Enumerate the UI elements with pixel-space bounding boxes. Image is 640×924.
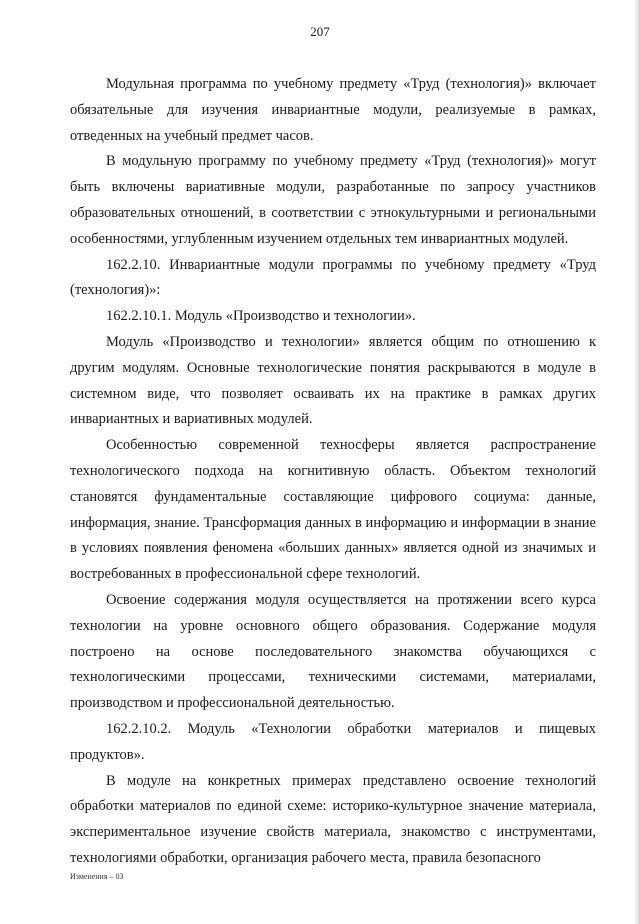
paragraph-module-content: Освоение содержания модуля осуществляется на протяжении всего курса технологии на уровне основного общего образования. Содержание модуля построено на основе последовательного знакомства обучающихся с технологическими процессами, техническими системами, материалами, производством и профессиональной деятельностью. xyxy=(70,591,596,712)
footer-revision-note: Изменения – 03 xyxy=(70,872,124,881)
paragraph-variative-modules: В модульную программу по учебному предмету «Труд (технология)» могут быть включены вариативные модули, разработанные по запросу участников образовательных отношений, в соответствии с этнокультурными и региональными особенностями, углубленным изучением отдельных тем инвариантных модулей. xyxy=(70,153,596,247)
paragraph-technosphere: Особенностью современной техносферы является распространение технологического подхода на когнитивную область. Объектом технологий становятся фундаментальные составляющие цифрового социума: данные, информация, знание. Трансформация данных в информацию и информации в знание в условиях появления феномена «больших данных» является одной из значимых и востребованных в профессиональной сфере технологий. xyxy=(70,437,596,583)
paragraph-materials-processing: В модуле на конкретных примерах представлено освоение технологий обработки материалов по единой схеме: историко-культурное значение материала, экспериментальное изучение свойств материала, знакомство с инструментами, технологиями обработки, организация рабочего места, правила безопасного xyxy=(70,772,596,866)
paragraph-modular-program: Модульная программа по учебному предмету «Труд (технология)» включает обязательные для изучения инвариантные модули, реализуемые в рамках, отведенных на учебный предмет часов. xyxy=(70,76,596,144)
section-heading-162-2-10: 162.2.10. Инвариантные модули программы по учебному предмету «Труд (технология)»: xyxy=(70,256,596,299)
paragraph-production-module: Модуль «Производство и технологии» является общим по отношению к другим модулям. Основные технологические понятия раскрываются в модуле в системном виде, что позволяет осваивать их на практике в рамках других инвариантных и вариативных модулей. xyxy=(70,333,596,428)
page-number: 207 xyxy=(310,24,330,39)
document-body xyxy=(70,72,596,872)
scan-edge-shadow xyxy=(634,0,640,924)
section-heading-162-2-10-2: 162.2.10.2. Модуль «Технологии обработки материалов и пищевых продуктов». xyxy=(70,720,596,763)
section-heading-162-2-10-1: 162.2.10.1. Модуль «Производство и технологии». xyxy=(106,308,416,325)
